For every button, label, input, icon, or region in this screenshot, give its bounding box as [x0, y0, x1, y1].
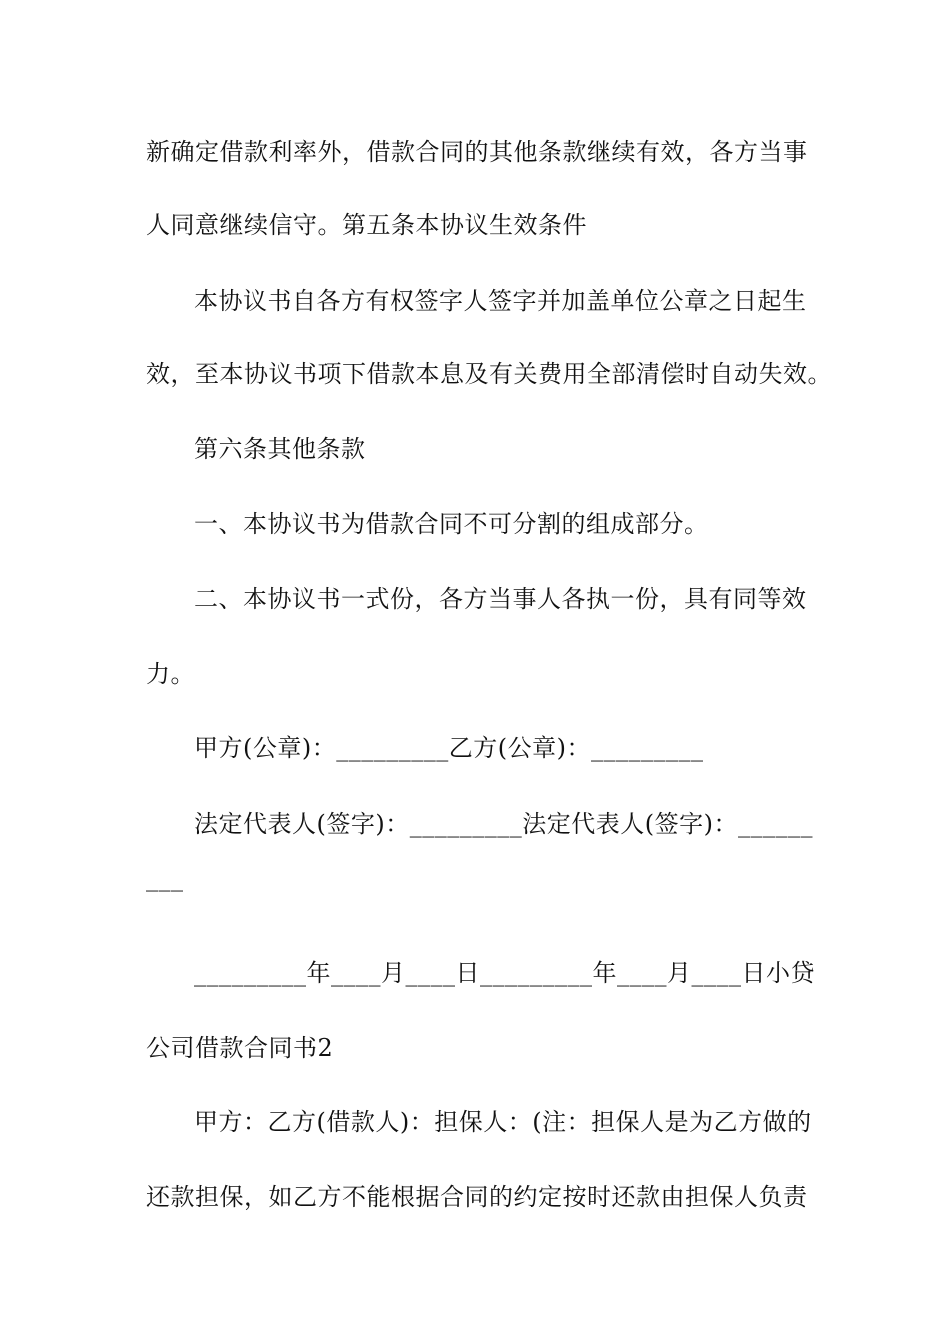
contract-title: 公司借款合同书2: [146, 1034, 334, 1062]
signature-line-continuation: ___: [146, 864, 184, 892]
paragraph-line: 二、本协议书一式份，各方当事人各执一份，具有同等效: [194, 585, 807, 613]
paragraph-line: 本协议书自各方有权签字人签字并加盖单位公章之日起生: [194, 287, 807, 315]
signature-line-representative: 法定代表人(签字)：_________法定代表人(签字)：______: [194, 810, 813, 838]
paragraph-line: 还款担保，如乙方不能根据合同的约定按时还款由担保人负责: [146, 1183, 808, 1211]
paragraph-line: 甲方：乙方(借款人)：担保人：(注：担保人是为乙方做的: [194, 1108, 812, 1136]
paragraph-line: 力。: [146, 660, 195, 688]
signature-line-seal: 甲方(公章)：_________乙方(公章)：_________: [194, 734, 704, 762]
section-heading: 第六条其他条款: [194, 435, 366, 463]
date-line: _________年____月____日_________年____月____日小贷: [194, 959, 815, 987]
paragraph-line: 一、本协议书为借款合同不可分割的组成部分。: [194, 510, 709, 538]
paragraph-line: 人同意继续信守。第五条本协议生效条件: [146, 211, 587, 239]
paragraph-line: 新确定借款利率外，借款合同的其他条款继续有效，各方当事: [146, 138, 808, 166]
paragraph-line: 效，至本协议书项下借款本息及有关费用全部清偿时自动失效。: [146, 360, 832, 388]
